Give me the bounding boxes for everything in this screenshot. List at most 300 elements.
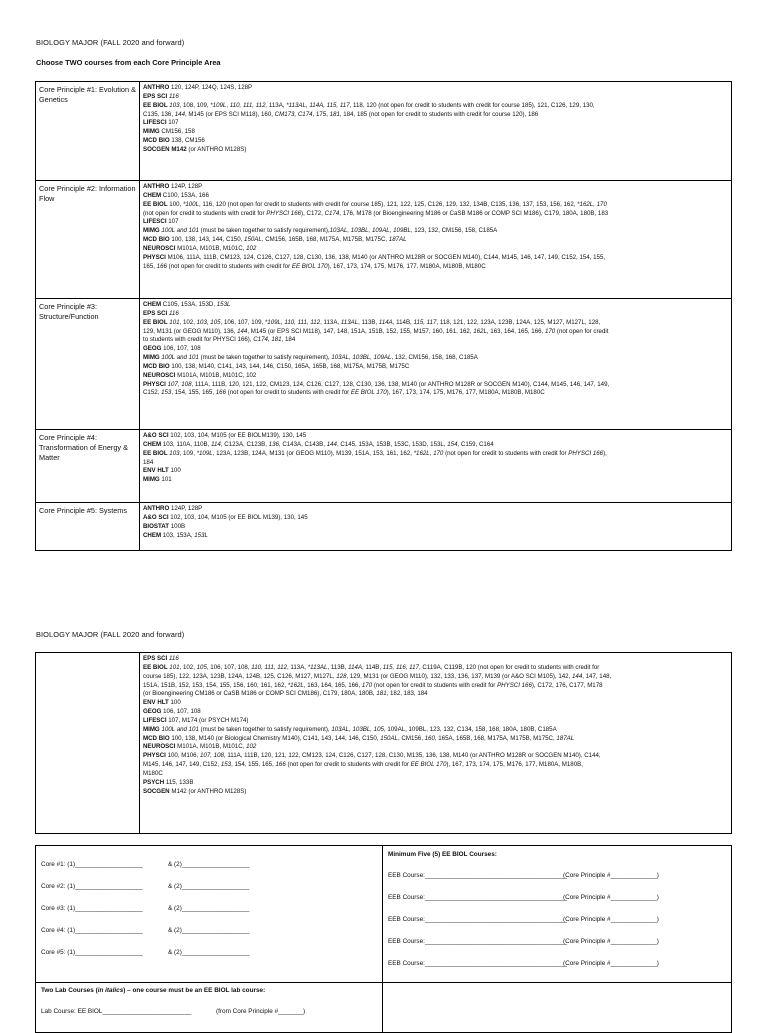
eeb-core-principle-line[interactable]: (Core Principle #_____________) <box>563 916 659 923</box>
course-numbers: 187AL <box>388 236 407 244</box>
course-line <box>143 336 728 345</box>
course-numbers: , 163, 164, 165, 166, <box>486 327 545 335</box>
department-name: MCD BIO <box>143 137 170 145</box>
course-numbers: 100, M106, <box>165 752 201 760</box>
course-numbers: , 109, <box>179 449 197 457</box>
eeb-course-line[interactable]: EEB Course:________________________________________ <box>388 938 568 945</box>
page2-title: BIOLOGY MAJOR (FALL 2020 and forward) <box>36 630 185 639</box>
course-numbers: 144 <box>237 327 248 335</box>
core-2-first-course[interactable]: Core #2: (1)___________________ <box>41 883 143 890</box>
course-line <box>143 84 728 93</box>
course-line <box>143 743 728 752</box>
course-numbers: , 114B, <box>392 318 414 326</box>
department-name: PHYSCI <box>143 253 166 261</box>
department-name: SOCGEN <box>143 787 170 795</box>
core-3-first-course[interactable]: Core #3: (1)___________________ <box>41 905 143 912</box>
course-numbers: M101A, M101B, M101C, <box>175 743 247 751</box>
course-list <box>140 653 732 834</box>
course-numbers: (or ANTHRO M128S) <box>186 145 247 153</box>
department-name: NEUROSCI <box>143 743 176 751</box>
eeb-course-line[interactable]: EEB Course:________________________________________ <box>388 960 568 967</box>
core-5-second-course[interactable]: & (2)___________________ <box>168 949 250 956</box>
course-numbers: C174 <box>324 209 340 217</box>
course-line <box>143 389 728 398</box>
course-numbers: 106, 107, 108 <box>161 345 201 353</box>
course-numbers: M106, 111A, 111B, CM123, 124, C126, C127, 128, C130, 136, 138, M140 (or ANTHRO M128R or SOCGEN M140), C144, M145, 146, 147, 149, C152, 154, 155, <box>165 253 606 261</box>
course-numbers: 116 <box>168 92 179 100</box>
course-numbers: 124P, 128P <box>169 505 203 512</box>
core-principle-row <box>36 82 732 181</box>
course-numbers: PHYSCI 166 <box>497 681 532 689</box>
course-numbers: , 147, 148, <box>582 672 612 680</box>
department-name: EPS SCI <box>143 655 168 662</box>
course-numbers: (not open for credit to students with credit for <box>166 262 292 270</box>
course-numbers: 107 <box>166 119 179 127</box>
course-numbers: 102 <box>246 743 257 751</box>
department-name: NEUROSCI <box>143 371 176 379</box>
core-5-first-course[interactable]: Core #5: (1)___________________ <box>41 949 143 956</box>
department-name: MCD BIO <box>143 734 170 742</box>
course-line <box>143 328 728 337</box>
course-line <box>143 310 728 319</box>
course-numbers: , CM156, <box>397 734 425 742</box>
core-principle-row <box>36 430 732 503</box>
course-numbers: , 123A, 123B, 124A, M131 (or GEOG M110), M139, 151A, 153, 161, 162, <box>212 449 414 457</box>
course-line <box>143 459 728 468</box>
course-numbers: 100, 138, M140, C141, 143, 144, 146, C150, 165A, 165B, 168, M175A, M175B, M175C <box>169 362 410 370</box>
lab-header-part2: ) – one course must be an EE BIOL lab course: <box>123 987 266 994</box>
course-worksheet <box>35 845 732 1033</box>
department-name: EE BIOL <box>143 101 168 109</box>
lab-header-italic: in italics <box>97 987 124 994</box>
course-numbers: M101A, M101B, M101C, <box>175 244 247 252</box>
course-numbers: 144 <box>571 672 583 680</box>
instruction-text: Choose TWO courses from each Core Principle Area <box>36 58 221 67</box>
course-line <box>143 146 728 155</box>
course-line <box>143 664 728 673</box>
course-numbers: 103, 153A, <box>161 531 195 539</box>
course-numbers: M145, 146, 147, 149, C152, <box>143 761 221 769</box>
course-numbers: , 165A, 165B, 168, M175A, M175B, M175C, <box>434 734 557 742</box>
core-principle-label: Core Principle #4: Transformation of Energy & Matter <box>36 430 140 503</box>
department-name: MIMG <box>143 354 160 362</box>
course-line <box>143 137 728 146</box>
course-numbers: 187AL <box>556 734 575 742</box>
course-numbers: 150AL <box>380 734 398 742</box>
course-numbers: 128 <box>336 672 347 680</box>
course-numbers: 110, 111, 112 <box>251 663 288 671</box>
department-name: CHEM <box>143 531 162 539</box>
course-numbers: 103, 110A, 110B, <box>161 440 212 448</box>
department-name: EE BIOL <box>143 449 168 457</box>
course-list <box>140 430 732 503</box>
course-numbers: , 108, 109, <box>179 101 211 109</box>
course-numbers: C105, 153A, 153D, <box>161 301 217 308</box>
course-numbers: *113AL, 114A, 115, 117 <box>286 101 350 109</box>
department-name: ANTHRO <box>143 84 170 91</box>
course-numbers: EE BIOL 170 <box>291 262 328 270</box>
department-name: EE BIOL <box>143 318 168 326</box>
course-numbers: , 176, M178 (or Bioengineering M186 or CaSB M186 or COMP SCI M186), C179, 180A, 180B, 183 <box>339 209 609 217</box>
course-numbers: , 116, 120 (not open for credit to students with credit for course 185), 121, 122, 125, C126, 129, 132, 134B, C135, 136, 137, 153, 156, 162, <box>199 200 578 208</box>
lab-course-line[interactable]: Lab Course: EE BIOL_________________________ <box>41 1008 192 1015</box>
course-numbers: , 123, 132, CM156, 158, C185A <box>410 227 498 235</box>
course-numbers: C100, 153A, 166 <box>161 191 209 199</box>
course-numbers: 107, M174 (or PSYCH M174) <box>166 716 249 724</box>
core-principle-row <box>36 299 732 430</box>
course-line <box>143 690 728 699</box>
course-line <box>143 735 728 744</box>
course-numbers: 102, 103, 104, M105 (or EE BIOL M139), 130, 145 <box>168 513 308 521</box>
course-numbers: 162L <box>473 327 487 335</box>
course-line <box>143 236 728 245</box>
course-numbers: , M145 (or EPS SCI M118), 147, 148, 151A, 151B, 152, 155, M157, 160, 161, 162, <box>247 327 474 335</box>
core-selection-cell <box>36 846 383 983</box>
course-line <box>143 682 728 691</box>
course-numbers: *109L, 110, 111, 112 <box>264 318 321 326</box>
course-numbers: , 163, 164, 165, 166, <box>303 681 362 689</box>
course-numbers: , C119A, C119B, 120 (not open for credit to students with credit for <box>418 663 600 671</box>
course-numbers: 102 <box>246 244 257 252</box>
course-line <box>143 263 728 272</box>
course-numbers: 160 <box>424 734 435 742</box>
course-line <box>143 761 728 770</box>
course-numbers: (not open for credit to students with credit for <box>225 389 351 397</box>
course-numbers: M101A, M101B, M101C, 102 <box>175 371 257 379</box>
course-numbers: 154 <box>447 440 458 448</box>
course-numbers: , 184 <box>281 336 296 344</box>
core-4-first-course[interactable]: Core #4: (1)___________________ <box>41 927 143 934</box>
course-line <box>143 227 728 236</box>
course-line <box>143 523 728 532</box>
course-numbers: 120, 124P, 124Q, 124S, 128P <box>169 84 253 91</box>
department-name: EE BIOL <box>143 663 168 671</box>
course-line <box>143 128 728 137</box>
course-numbers: , 175, <box>312 110 330 118</box>
course-line <box>143 183 728 192</box>
course-numbers: 115, 117 <box>413 318 437 326</box>
course-numbers: , 113B, <box>327 663 349 671</box>
course-numbers: (not open for credit to students with credit for <box>285 761 411 769</box>
course-numbers: C152, <box>143 389 162 397</box>
course-line <box>143 476 728 485</box>
course-numbers: 144 <box>326 440 337 448</box>
course-numbers: 150AL <box>244 236 262 244</box>
course-numbers: , 114B, <box>362 663 383 671</box>
eeb-core-principle-line[interactable]: (Core Principle #_____________) <box>563 872 659 879</box>
course-numbers: , 102, <box>179 318 197 326</box>
course-line <box>143 450 728 459</box>
eeb-core-principle-line[interactable]: (Core Principle #_____________) <box>563 938 659 945</box>
department-name: ANTHRO <box>143 183 170 190</box>
course-numbers: 115, 133B <box>164 778 194 786</box>
core-principle-label: Core Principle #1: Evolution & Genetics <box>36 82 140 181</box>
course-numbers: 114 <box>211 440 221 448</box>
eeb-course-line[interactable]: EEB Course:________________________________________ <box>388 916 568 923</box>
course-numbers: (or Bioengineering CM186 or CaSB M186 or COMP SCI CM186), C179, 180A, 180B, <box>143 690 377 698</box>
course-numbers: C135, 136, <box>143 110 175 118</box>
department-name: GEOG <box>143 708 162 716</box>
course-line <box>143 752 728 761</box>
course-numbers: 153 <box>161 389 172 397</box>
course-line <box>143 93 728 102</box>
course-numbers: , 106, 107, 109, <box>220 318 265 326</box>
core-principles-table-continued <box>35 652 732 834</box>
eeb-header: Minimum Five (5) EE BIOL Courses: <box>388 851 497 858</box>
course-line <box>143 245 728 254</box>
course-line <box>143 192 728 201</box>
course-numbers: 103AL, 103BL, 109AL, 109BL <box>329 227 411 235</box>
course-line <box>143 218 728 227</box>
course-line <box>143 345 728 354</box>
department-name: LIFESCI <box>143 119 167 127</box>
page-title: BIOLOGY MAJOR (FALL 2020 and forward) <box>36 38 185 47</box>
core-principle-label: Core Principle #3: Structure/Function <box>36 299 140 430</box>
course-numbers: 151A, 151B, 152, 153, 154, 155, 156, 160, 161, 162, <box>143 681 288 689</box>
department-name: ANTHRO <box>143 505 170 512</box>
course-line <box>143 717 728 726</box>
course-numbers: CM156, 158 <box>159 128 195 136</box>
course-numbers: 107, 108 <box>200 752 224 760</box>
course-list <box>140 82 732 181</box>
course-numbers: 101 <box>169 318 180 326</box>
core-principle-row <box>36 181 732 299</box>
course-numbers: ), C172, <box>301 209 325 217</box>
course-numbers: , CM156, 165B, 168, M175A, M175B, M175C, <box>261 236 389 244</box>
course-numbers: 103 <box>169 101 180 109</box>
core-1-second-course[interactable]: & (2)___________________ <box>168 861 250 868</box>
course-numbers: , C145, 153A, 153B, 153C, 153D, 153L, <box>336 440 448 448</box>
course-numbers: 100L and 101 <box>161 354 199 362</box>
course-numbers: , 106, 107, 108, <box>206 663 252 671</box>
course-numbers: C174, 181 <box>253 336 282 344</box>
course-numbers: , M145 (or EPS SCI M118), 160, <box>185 110 275 118</box>
core-principle-label: Core Principle #5: Systems <box>36 503 140 551</box>
course-line <box>143 779 728 788</box>
course-numbers: 153 <box>220 761 232 769</box>
course-numbers: , 154, 155, 165, <box>231 761 276 769</box>
department-name: MCD BIO <box>143 236 170 244</box>
department-name: A&O SCI <box>143 513 169 521</box>
course-numbers: 100L and 101 <box>161 227 199 235</box>
course-line <box>143 708 728 717</box>
course-line <box>143 770 728 779</box>
department-name: MIMG <box>143 476 160 484</box>
course-numbers: , 154, 155, 165, <box>171 389 216 397</box>
course-numbers: (must be taken together to satisfy requirement), <box>198 227 330 235</box>
course-numbers: 106, 107, 108 <box>161 708 201 716</box>
course-numbers: 166 <box>156 262 167 270</box>
core-principle-row <box>36 653 732 834</box>
course-numbers: 113AL <box>340 318 359 326</box>
course-numbers: course 185), 122, 123A, 123B, 124A, 124B, 125, C126, M127, M127L, <box>143 672 337 680</box>
course-line <box>143 655 728 664</box>
department-name: LIFESCI <box>143 218 167 226</box>
course-numbers: 170 <box>361 681 373 689</box>
course-numbers: 144 <box>174 110 185 118</box>
course-numbers: , 109AL, 109BL, 123, 132, C134, 158, 168, 180A, 180B, C185A <box>383 725 557 733</box>
lab-courses-cell <box>36 983 383 1033</box>
course-line <box>143 532 728 541</box>
department-name: PHYSCI <box>143 380 166 388</box>
course-numbers: *100L <box>182 200 200 208</box>
lab-header <box>41 987 265 994</box>
course-numbers: CM173, C174 <box>274 110 313 118</box>
course-numbers: 114A <box>378 318 393 326</box>
department-name: CHEM <box>143 440 162 448</box>
course-numbers: 100, 138, M140 (or Biological Chemistry M140), C141, 143, 144, 146, C150, <box>169 734 381 742</box>
course-numbers: 103 <box>169 449 180 457</box>
core-4-second-course[interactable]: & (2)___________________ <box>168 927 250 934</box>
course-numbers: 136 <box>268 440 279 448</box>
department-name: A&O SCI <box>143 432 169 439</box>
department-name: PHYSCI <box>143 752 166 760</box>
course-line <box>143 726 728 735</box>
course-line <box>143 505 728 514</box>
course-numbers: 181 <box>329 110 340 118</box>
course-numbers: 129, M131 (or GEOG M110), 136, <box>143 327 238 335</box>
course-numbers: to students with credit for PHYSCI 166), <box>143 336 254 344</box>
course-numbers: PHYSCI 166 <box>266 209 302 217</box>
course-numbers: 116 <box>168 655 179 662</box>
eeb-course-line[interactable]: EEB Course:________________________________________ <box>388 894 568 901</box>
course-numbers: 165, <box>143 262 157 270</box>
course-numbers: 166 <box>275 761 286 769</box>
department-name: MIMG <box>143 725 160 733</box>
core-principle-label: Core Principle #2: Information Flow <box>36 181 140 299</box>
course-numbers: *162L, 170 <box>577 200 607 208</box>
core-2-second-course[interactable]: & (2)___________________ <box>168 883 250 890</box>
course-list <box>140 299 732 430</box>
course-line <box>143 514 728 523</box>
course-numbers: M180C <box>143 769 163 777</box>
course-numbers: ), C172, 176, C177, M178 <box>531 681 603 689</box>
course-numbers: 107, 108 <box>167 380 192 388</box>
department-name: GEOG <box>143 345 162 353</box>
course-numbers: (not open for credit to students with credit for <box>372 681 498 689</box>
course-line <box>143 432 728 441</box>
course-numbers: , 113A, <box>320 318 341 326</box>
course-line <box>143 673 728 682</box>
empty-cell <box>383 983 732 1033</box>
course-numbers: , 111A, 111B, 120, 121, 122, CM123, 124, C126, C127, 128, C130, 136, 138, M140 (or ANTHRO M128R or SOCGEN M140), C144, M145, 146, 147, 149, <box>191 380 610 388</box>
course-numbers: 116 <box>168 309 179 317</box>
course-line <box>143 699 728 708</box>
course-numbers: 153L <box>194 531 208 539</box>
course-numbers: 181 <box>376 690 387 698</box>
core-principle-row <box>36 503 732 551</box>
course-numbers: , C123A, C123B, <box>220 440 269 448</box>
course-numbers: , 113B, <box>358 318 379 326</box>
course-numbers: EE BIOL 170 <box>350 389 387 397</box>
course-numbers: 100, 138, 143, 144, C150, <box>169 236 245 244</box>
course-numbers: , 111A, 111B, 120, 121, 122, CM123, 124, C126, C127, 128, C130, M135, 136, 138, M140 (or ANTHRO M128R or SOCGEN M140), C144, <box>223 752 601 760</box>
course-numbers: , 184, 185 (not open for credit to students with credit for course 120), 186 <box>339 110 539 118</box>
department-name: SOCGEN M142 <box>143 145 187 153</box>
course-line <box>143 201 728 210</box>
eeb-course-line[interactable]: EEB Course:________________________________________ <box>388 872 568 879</box>
department-name: PSYCH <box>143 778 165 786</box>
course-line <box>143 363 728 372</box>
course-numbers: EE BIOL 170 <box>410 761 447 769</box>
department-name: LIFESCI <box>143 716 167 724</box>
course-line <box>143 119 728 128</box>
course-numbers: , 182, 183, 184 <box>386 690 428 698</box>
course-numbers: 100L and 101 <box>161 725 199 733</box>
course-numbers: , 129, M131 (or GEOG M110), 132, 133, 136, 137, M139 (or A&O SCI M105), 142, <box>346 672 572 680</box>
course-numbers: 184 <box>143 458 154 466</box>
course-numbers: , 118, 120 (not open for credit to students with credit for course 185), 121, C126, 129, 130, <box>349 101 595 109</box>
course-numbers: 153L <box>216 301 231 308</box>
course-numbers: M142 (or ANTHRO M128S) <box>169 787 247 795</box>
eeb-courses-cell <box>383 846 732 983</box>
course-line <box>143 788 728 797</box>
department-name: BIOSTAT <box>143 522 170 530</box>
course-numbers: (not open for credit to students with credit for <box>143 209 267 217</box>
course-numbers: (must be taken together to satisfy requirement), <box>198 725 332 733</box>
department-name: MIMG <box>143 227 160 235</box>
course-numbers: 100B <box>169 522 186 530</box>
core-1-first-course[interactable]: Core #1: (1)___________________ <box>41 861 143 868</box>
course-numbers: 100 <box>168 467 181 475</box>
course-line <box>143 254 728 263</box>
course-numbers: 101 <box>159 476 172 484</box>
department-name: ENV HLT <box>143 467 169 475</box>
course-numbers: ), 167, 173, 174, 175, M176, 177, M180A, M180B, <box>446 761 583 769</box>
course-line <box>143 102 728 111</box>
course-numbers: 166 <box>215 389 226 397</box>
department-name: NEUROSCI <box>143 244 176 252</box>
course-numbers: 103, 105 <box>196 318 221 326</box>
course-line <box>143 111 728 120</box>
course-numbers: , 132, CM156, 158, 168, C185A <box>391 354 478 362</box>
course-numbers: 103AL, 103BL, 109AL <box>331 354 392 362</box>
course-numbers: *162L, 170 <box>413 449 444 457</box>
course-numbers: , 113A, <box>287 663 308 671</box>
course-numbers: (not open for credit to students with credit for <box>443 449 569 457</box>
course-numbers: PHYSCI 166 <box>568 449 604 457</box>
course-list <box>140 181 732 299</box>
course-numbers: *162L <box>287 681 304 689</box>
department-name: EE BIOL <box>143 200 168 208</box>
course-numbers: *109L <box>210 101 227 109</box>
course-numbers: 105 <box>196 663 207 671</box>
course-line <box>143 372 728 381</box>
course-numbers: 103AL, 103BL, 105 <box>331 725 384 733</box>
course-numbers: ), <box>603 449 607 457</box>
course-line <box>143 319 728 328</box>
course-numbers: (must be taken together to satisfy requirement), <box>198 354 332 362</box>
eeb-core-principle-line[interactable]: (Core Principle #_____________) <box>563 960 659 967</box>
lab-header-part1: Two Lab Courses ( <box>41 987 98 994</box>
department-name: ENV HLT <box>143 699 169 707</box>
course-numbers: 138, CM156 <box>169 137 205 145</box>
eeb-core-principle-line[interactable]: (Core Principle #_____________) <box>563 894 659 901</box>
course-numbers: ), 167, 173, 174, 175, M176, 177, M180A, M180B, M180C <box>327 262 486 270</box>
lab-principle-line[interactable]: (from Core Principle #_______) <box>216 1008 306 1015</box>
course-numbers: (not open for credit <box>555 327 609 335</box>
course-numbers: 170 <box>544 327 556 335</box>
course-numbers: 114A <box>348 663 363 671</box>
course-line <box>143 441 728 450</box>
course-numbers: *113AL <box>307 663 328 671</box>
department-name: EPS SCI <box>143 92 168 100</box>
course-numbers: 113A, <box>267 101 287 109</box>
department-name: MIMG <box>143 128 160 136</box>
course-numbers: , 118, 121, 122, 123A, 123B, 124A, 125, M127, M127L, 128, <box>436 318 601 326</box>
core-3-second-course[interactable]: & (2)___________________ <box>168 905 250 912</box>
course-line <box>143 381 728 390</box>
